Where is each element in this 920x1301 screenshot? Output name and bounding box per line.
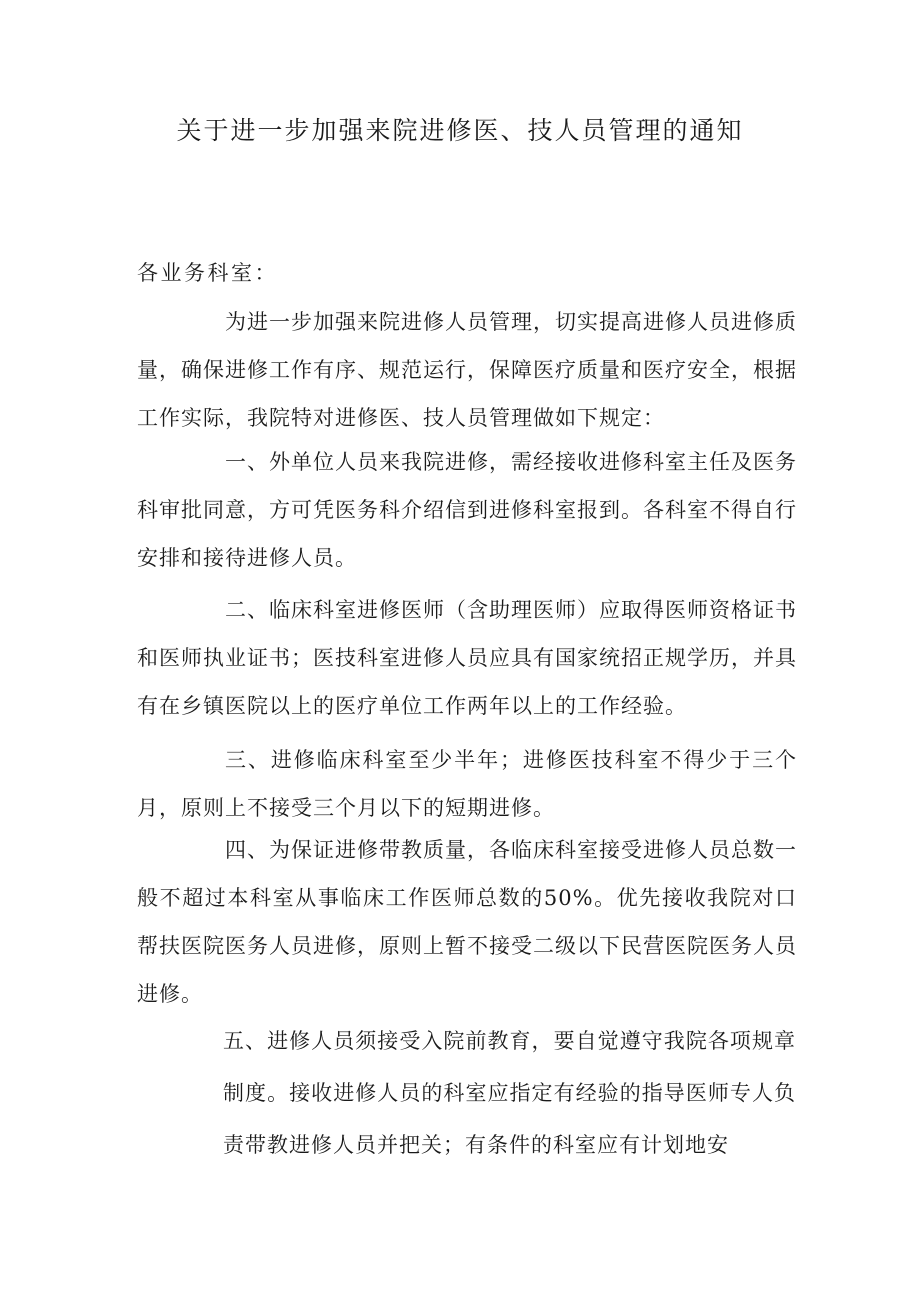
paragraph-rule-2: 二、临床科室进修医师（含助理医师）应取得医师资格证书和医师执业证书；医技科室进修人员应具有国家统招正规学历，并具有在乡镇医院以上的医疗单位工作两年以上的工作经验。 <box>137 598 797 718</box>
paragraph-rule-4: 四、为保证进修带教质量，各临床科室接受进修人员总数一般不超过本科室从事临床工作医师总数的50%。优先接收我院对口帮扶医院医务人员进修，原则上暂不接受二级以下民营医院医务人员进修。 <box>137 838 797 1006</box>
salutation: 各业务科室： <box>137 261 278 285</box>
document-title: 关于进一步加强来院进修医、技人员管理的通知 <box>176 116 744 145</box>
paragraph-rule-1: 一、外单位人员来我院进修，需经接收进修科室主任及医务科审批同意，方可凭医务科介绍信到进修科室报到。各科室不得自行安排和接待进修人员。 <box>137 450 797 570</box>
paragraph-rule-3: 三、进修临床科室至少半年；进修医技科室不得少于三个月，原则上不接受三个月以下的短期进修。 <box>137 748 797 820</box>
paragraph-intro: 为进一步加强来院进修人员管理，切实提高进修人员进修质量，确保进修工作有序、规范运行，保障医疗质量和医疗安全，根据工作实际，我院特对进修医、技人员管理做如下规定： <box>137 310 797 430</box>
paragraph-rule-5: 五、进修人员须接受入院前教育，要自觉遵守我院各项规章制度。接收进修人员的科室应指定有经验的指导医师专人负责带教进修人员并把关；有条件的科室应有计划地安 <box>223 1029 796 1157</box>
